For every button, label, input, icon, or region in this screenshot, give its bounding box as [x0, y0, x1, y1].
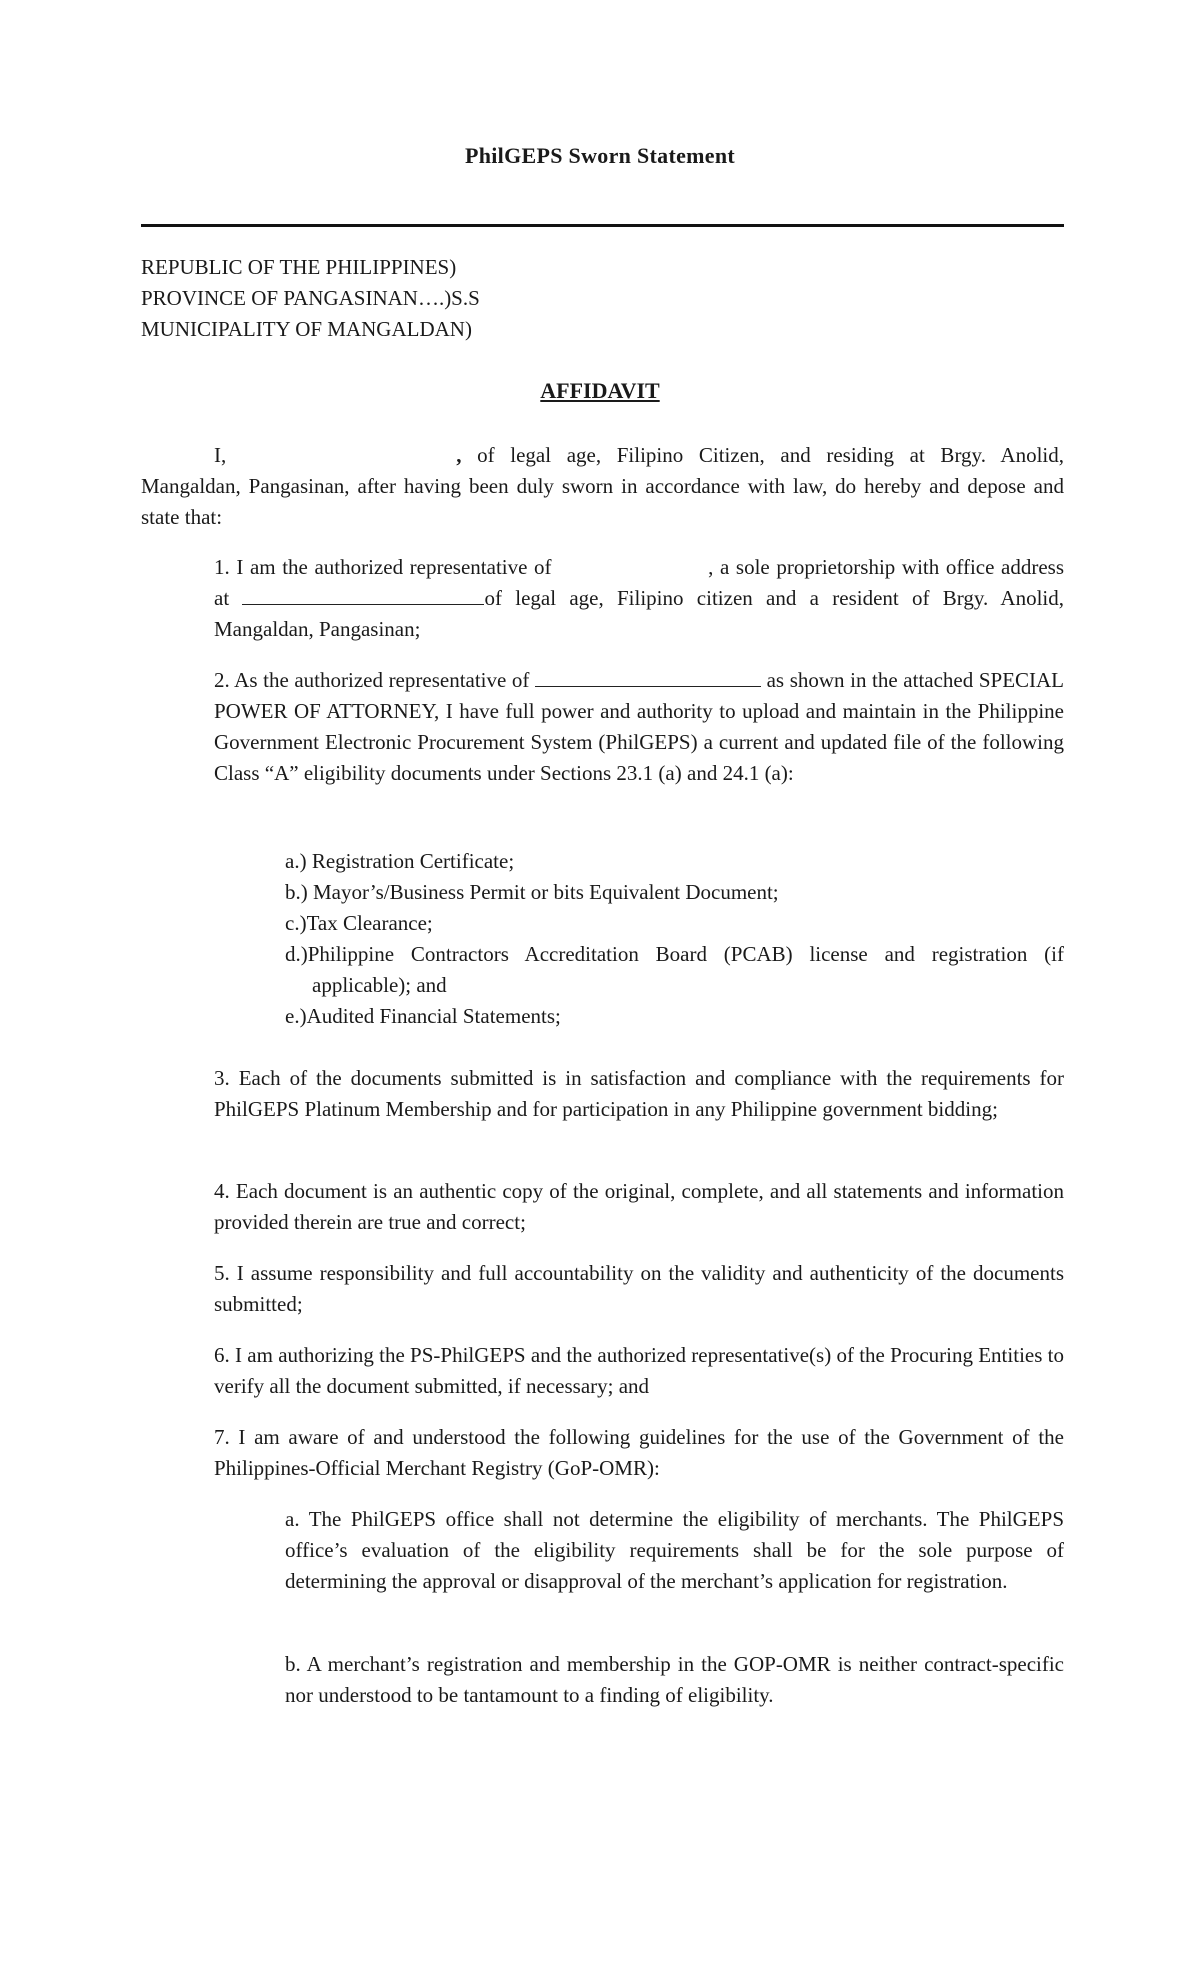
eligibility-documents-list	[285, 846, 1064, 1032]
intro-paragraph	[141, 440, 1064, 533]
item-5	[214, 1258, 1064, 1320]
item6-text: 6. I am authorizing the PS-PhilGEPS and the authorized representative(s) of the Procuring Entities to verify all the document submitted, if necessary; and	[214, 1343, 1064, 1398]
item3-text: 3. Each of the documents submitted is in satisfaction and compliance with the requirements for PhilGEPS Platinum Membership and for participation in any Philippine government bidding;	[214, 1066, 1064, 1121]
guideline-a-text: a. The PhilGEPS office shall not determine the eligibility of merchants. The PhilGEPS office’s evaluation of the eligibility requirements shall be for the sole purpose of determining the approval or disapproval of the merchant’s application for registration.	[285, 1507, 1064, 1593]
affidavit-heading: AFFIDAVIT	[540, 378, 660, 403]
guideline-b	[285, 1649, 1064, 1711]
office-address-blank	[242, 584, 484, 605]
guideline-a	[285, 1504, 1064, 1597]
item-1	[214, 552, 1064, 645]
intro-text: of legal age, Filipino Citizen, and residing at Brgy. Anolid, Mangaldan, Pangasinan, after having been duly sworn in accordance with law, do hereby and depose and state that:	[141, 443, 1065, 529]
guideline-b-text: b. A merchant’s registration and membership in the GOP-OMR is neither contract-specific nor understood to be tantamount to a finding of eligibility.	[285, 1652, 1064, 1707]
list-item: a.) Registration Certificate;	[285, 849, 515, 873]
list-item: c.)Tax Clearance;	[285, 911, 433, 935]
item-7	[214, 1422, 1064, 1484]
item2-part1: 2. As the authorized representative of	[214, 668, 530, 692]
item-4	[214, 1176, 1064, 1238]
item-2	[214, 665, 1064, 789]
venue-municipality: MUNICIPALITY OF MANGALDAN)	[141, 317, 472, 341]
intro-prefix: I,	[214, 443, 227, 467]
list-item: d.)Philippine Contractors Accreditation Board (PCAB) license and registration (if applicable); and	[285, 942, 1064, 997]
item1-part2: , a sole proprietorship with office address at	[214, 555, 1065, 610]
representative-of-blank	[535, 666, 761, 687]
intro-comma: ,	[456, 443, 462, 467]
item1-part1: 1. I am the authorized representative of	[214, 555, 552, 579]
document-title: PhilGEPS Sworn Statement	[465, 143, 735, 168]
venue-republic: REPUBLIC OF THE PHILIPPINES)	[141, 255, 457, 279]
item-3	[214, 1063, 1064, 1125]
venue-block	[141, 252, 480, 345]
item2-part2: as shown in the attached SPECIAL POWER OF ATTORNEY, I have full power and authority to upload and maintain in the Philippine Government Electronic Procurement System (PhilGEPS) a current and updated file of the following Class “A” eligibility documents under Sections 23.1 (a) and 24.1 (a):	[214, 668, 1065, 785]
list-item: e.)Audited Financial Statements;	[285, 1004, 561, 1028]
item1-part3: of legal age, Filipino citizen and a resident of Brgy. Anolid, Mangaldan, Pangasinan;	[214, 586, 1065, 641]
list-item: b.) Mayor’s/Business Permit or bits Equivalent Document;	[285, 880, 779, 904]
item5-text: 5. I assume responsibility and full accountability on the validity and authenticity of the documents submitted;	[214, 1261, 1064, 1316]
item-6	[214, 1340, 1064, 1402]
title-divider	[141, 224, 1064, 227]
venue-province: PROVINCE OF PANGASINAN….)S.S	[141, 286, 480, 310]
item4-text: 4. Each document is an authentic copy of the original, complete, and all statements and information provided therein are true and correct;	[214, 1179, 1064, 1234]
item7-text: 7. I am aware of and understood the following guidelines for the use of the Government of the Philippines-Official Merchant Registry (GoP-OMR):	[214, 1425, 1064, 1480]
